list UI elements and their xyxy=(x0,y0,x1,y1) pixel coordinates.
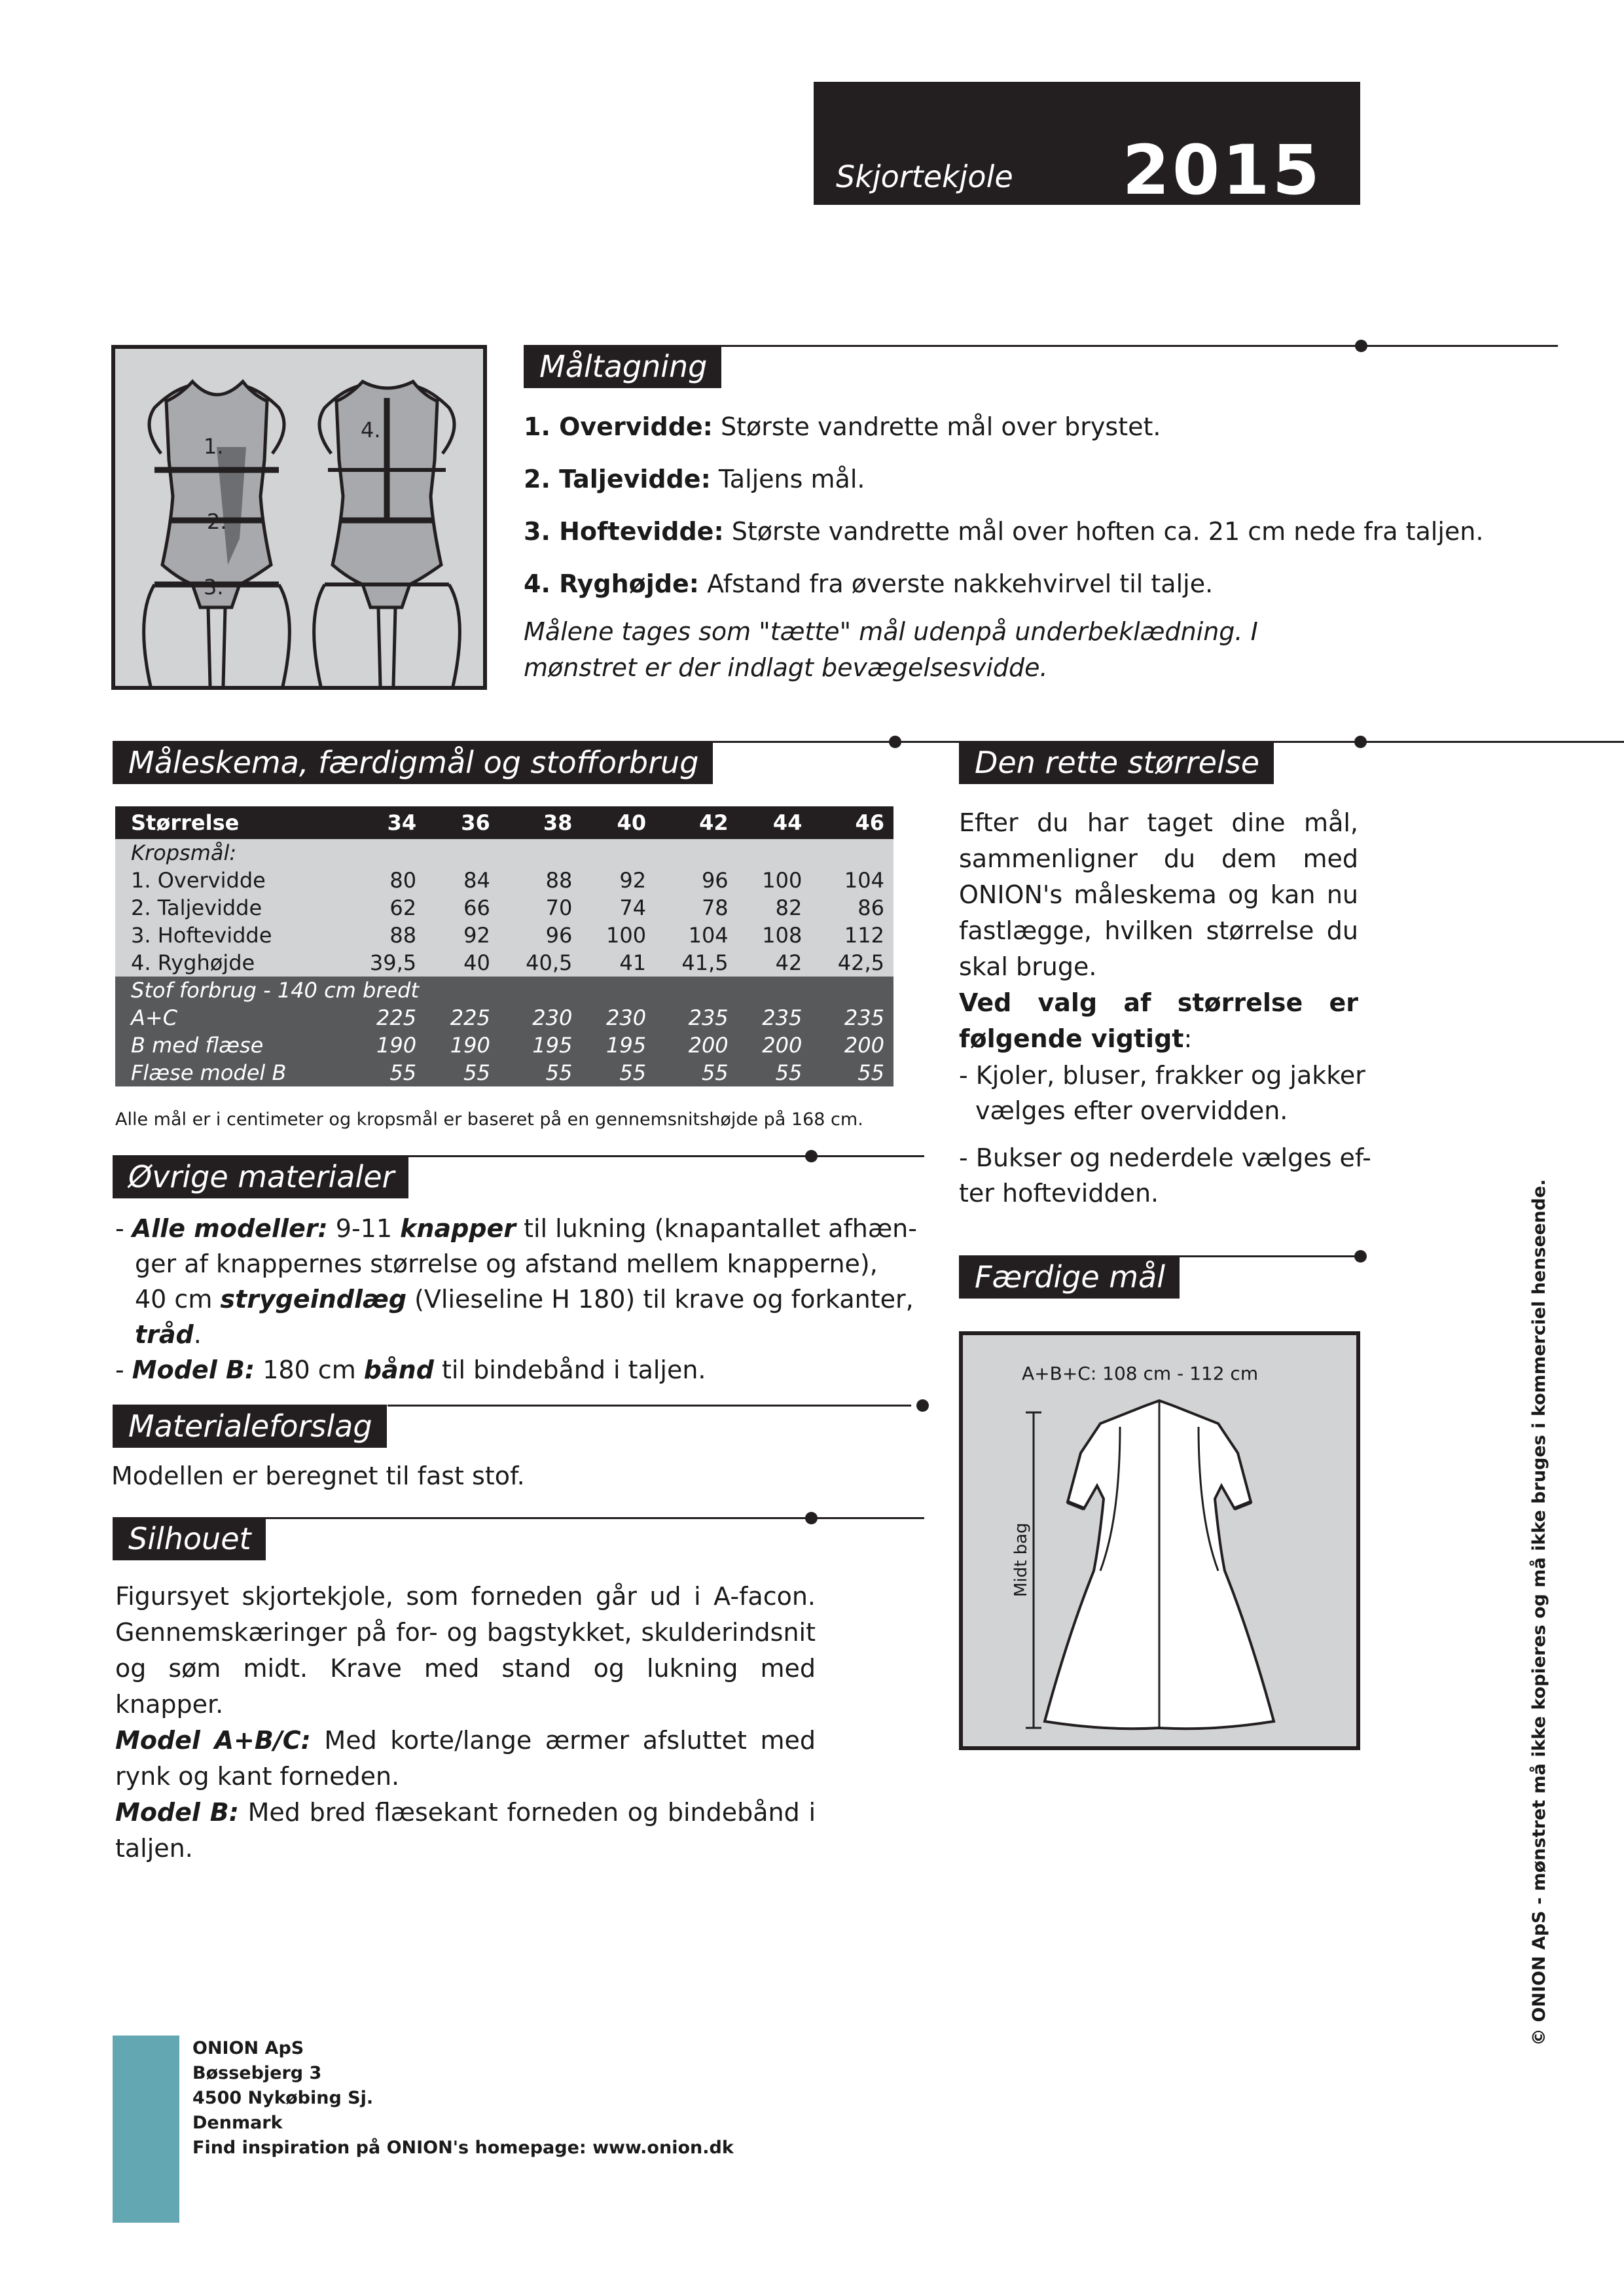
section-rule-dot xyxy=(805,1150,818,1162)
table-cell: 62 xyxy=(344,894,426,922)
rette-bold: Ved valg af størrelse er følgende vigtigt: xyxy=(959,988,1358,1053)
table-cell: 225 xyxy=(425,1004,499,1031)
body-measurement-figure xyxy=(111,345,487,690)
rette-bullet-2a: - Bukser og nederdele vælges ef- xyxy=(959,1143,1371,1172)
measure-label-2: 2. xyxy=(207,509,227,534)
table-cell: 40 xyxy=(425,949,499,977)
table-cell: 55 xyxy=(811,1059,893,1086)
table-row xyxy=(115,1059,893,1086)
table-subheader-row xyxy=(115,839,893,867)
table-cell: 235 xyxy=(738,1004,812,1031)
table-cell: 230 xyxy=(581,1004,655,1031)
measure-note: Målene tages som "tætte" mål udenpå underbeklædning. I mønstret er der indlagt bevægelsesvidde. xyxy=(524,617,1258,682)
materials-line-2: ger af knappernes størrelse og afstand mellem knapperne), xyxy=(135,1249,878,1278)
section-rule xyxy=(720,345,1558,347)
dress-illustration-box xyxy=(959,1331,1360,1750)
materials-line-4: tråd. xyxy=(135,1320,202,1349)
table-cell: Flæse model B xyxy=(115,1059,344,1086)
table-cell: 225 xyxy=(344,1004,426,1031)
rette-bullet-2b: ter hoftevidden. xyxy=(959,1179,1159,1208)
table-footnote: Alle mål er i centimeter og kropsmål er baseret på en gennemsnitshøjde på 168 cm. xyxy=(115,1109,863,1130)
pattern-number: 2015 xyxy=(1122,130,1322,210)
table-cell: 3. Hoftevidde xyxy=(115,922,344,949)
table-cell: 55 xyxy=(581,1059,655,1086)
table-cell: 88 xyxy=(499,867,582,894)
materials-line-3: 40 cm strygeindlæg (Vlieseline H 180) til krave og forkanter, xyxy=(135,1285,914,1314)
table-cell: 100 xyxy=(581,922,655,949)
section-rule-dot xyxy=(1354,736,1367,748)
table-header-row xyxy=(115,806,893,839)
table-cell: 88 xyxy=(344,922,426,949)
pattern-title-box xyxy=(814,82,1360,210)
section-rule xyxy=(1168,1255,1358,1257)
size-chart-table xyxy=(115,806,893,1086)
table-header-cell: 34 xyxy=(344,806,426,839)
section-title: Måleskema, færdigmål og stofforbrug xyxy=(113,741,713,784)
table-cell: 40,5 xyxy=(499,949,582,977)
rette-intro: Efter du har taget dine mål, sammenligner du dem med ONION's måleskema og kan nu fastlægge, hvilken størrelse du skal bruge. xyxy=(959,808,1358,981)
table-row xyxy=(115,1004,893,1031)
section-title: Færdige mål xyxy=(959,1255,1180,1299)
table-cell: 200 xyxy=(738,1031,812,1059)
table-header-cell: 40 xyxy=(581,806,655,839)
footer-country: Denmark xyxy=(192,2113,283,2133)
table-row xyxy=(115,867,893,894)
table-row xyxy=(115,922,893,949)
table-cell: 92 xyxy=(425,922,499,949)
table-cell: 80 xyxy=(344,867,426,894)
table-cell: 4. Ryghøjde xyxy=(115,949,344,977)
section-title: Silhouet xyxy=(113,1517,266,1560)
section-rule xyxy=(263,1517,924,1519)
measure-item-1: 1. Overvidde: Største vandrette mål over brystet. xyxy=(524,412,1161,441)
table-row xyxy=(115,894,893,922)
table-cell: 78 xyxy=(655,894,738,922)
table-cell: 235 xyxy=(655,1004,738,1031)
table-cell: 41,5 xyxy=(655,949,738,977)
table-header-cell: 38 xyxy=(499,806,582,839)
measure-item-4: 4. Ryghøjde: Afstand fra øverste nakkehvirvel til talje. xyxy=(524,569,1214,598)
footer-company: ONION ApS xyxy=(192,2038,304,2058)
silhouet-description: Figursyet skjortekjole, som forneden går ud i A-facon. Gennemskæringer på for- og bagstykket, skulderindsnit og søm midt. Krave med stand og lukning med knapper. Model A+B/C: Med korte/lange ærmer afsluttet med rynk og kant forneden. Model B: Med bred flæsekant forneden og bindebånd i taljen. xyxy=(115,1582,816,1863)
table-cell: 39,5 xyxy=(344,949,426,977)
table-cell: 55 xyxy=(425,1059,499,1086)
body-outline-illustration xyxy=(115,349,483,686)
footer-address xyxy=(192,2036,734,2161)
section-title: Materialeforslag xyxy=(113,1405,387,1448)
table-cell: 84 xyxy=(425,867,499,894)
table-cell: 82 xyxy=(738,894,812,922)
footer-homepage: Find inspiration på ONION's homepage: www.onion.dk xyxy=(192,2138,734,2158)
table-cell: 70 xyxy=(499,894,582,922)
table-cell: 100 xyxy=(738,867,812,894)
table-cell: Kropsmål: xyxy=(115,839,893,867)
copyright-notice: © ONION ApS - mønstret må ikke kopieres og må ikke bruges i kommerciel henseende. xyxy=(1529,1179,1549,2046)
table-cell: 200 xyxy=(655,1031,738,1059)
table-cell: 195 xyxy=(581,1031,655,1059)
materials-line-1: - Alle modeller: 9-11 knapper til lukning (knapantallet afhæn- xyxy=(115,1214,917,1243)
measure-item-3: 3. Hoftevidde: Største vandrette mål over hoften ca. 21 cm nede fra taljen. xyxy=(524,517,1484,546)
table-cell: 96 xyxy=(655,867,738,894)
table-header-cell: 44 xyxy=(738,806,812,839)
table-header-cell: 46 xyxy=(811,806,893,839)
table-cell: 41 xyxy=(581,949,655,977)
rette-bullet-1a: - Kjoler, bluser, frakker og jakker xyxy=(959,1061,1365,1090)
table-cell: 190 xyxy=(344,1031,426,1059)
table-subheader-row xyxy=(115,977,893,1004)
table-cell: 55 xyxy=(655,1059,738,1086)
table-cell: 92 xyxy=(581,867,655,894)
materials-line-5: - Model B: 180 cm bånd til bindebånd i taljen. xyxy=(115,1355,706,1384)
dress-outline-illustration xyxy=(963,1335,1356,1746)
table-header-cell: 42 xyxy=(655,806,738,839)
table-cell: 55 xyxy=(738,1059,812,1086)
table-cell: 230 xyxy=(499,1004,582,1031)
table-cell: 190 xyxy=(425,1031,499,1059)
section-rule xyxy=(1267,741,1624,743)
section-rule-dot xyxy=(916,1399,929,1412)
measure-item-2: 2. Taljevidde: Taljens mål. xyxy=(524,465,865,493)
measure-label-4: 4. xyxy=(361,418,381,442)
section-rule-dot xyxy=(889,736,901,748)
finished-measure-label: A+B+C: 108 cm - 112 cm xyxy=(1022,1363,1259,1384)
table-cell: 1. Overvidde xyxy=(115,867,344,894)
section-rule xyxy=(388,1405,911,1407)
footer-street: Bøssebjerg 3 xyxy=(192,2063,322,2083)
section-rule xyxy=(401,1155,924,1157)
table-row xyxy=(115,1031,893,1059)
table-cell: 200 xyxy=(811,1031,893,1059)
section-title: Øvrige materialer xyxy=(113,1155,408,1198)
table-cell: 55 xyxy=(344,1059,426,1086)
table-cell: 66 xyxy=(425,894,499,922)
table-cell: A+C xyxy=(115,1004,344,1031)
table-header-cell: Størrelse xyxy=(115,806,344,839)
table-header-cell: 36 xyxy=(425,806,499,839)
section-title: Den rette størrelse xyxy=(959,741,1274,784)
table-cell: B med flæse xyxy=(115,1031,344,1059)
table-cell: 42,5 xyxy=(811,949,893,977)
table-cell: 195 xyxy=(499,1031,582,1059)
footer-accent-bar xyxy=(113,2036,179,2223)
table-cell: 42 xyxy=(738,949,812,977)
section-rule-dot xyxy=(1355,340,1367,352)
section-rule xyxy=(676,741,1003,743)
measure-label-1: 1. xyxy=(204,434,224,459)
table-row xyxy=(115,949,893,977)
table-cell: Stof forbrug - 140 cm bredt xyxy=(115,977,893,1004)
section-rule-dot xyxy=(1354,1250,1367,1263)
table-cell: 235 xyxy=(811,1004,893,1031)
midt-bag-label: Midt bag xyxy=(1011,1522,1031,1597)
table-cell: 86 xyxy=(811,894,893,922)
table-cell: 112 xyxy=(811,922,893,949)
table-cell: 74 xyxy=(581,894,655,922)
section-rule-dot xyxy=(805,1512,818,1524)
table-cell: 104 xyxy=(655,922,738,949)
footer-city: 4500 Nykøbing Sj. xyxy=(192,2088,374,2108)
rette-bullet-1b: vælges efter overvidden. xyxy=(975,1096,1288,1125)
materialeforslag-text: Modellen er beregnet til fast stof. xyxy=(111,1462,525,1490)
table-cell: 2. Taljevidde xyxy=(115,894,344,922)
table-cell: 55 xyxy=(499,1059,582,1086)
pattern-name: Skjortekjole xyxy=(836,159,1013,194)
measure-label-3: 3. xyxy=(204,575,224,600)
table-cell: 108 xyxy=(738,922,812,949)
table-cell: 104 xyxy=(811,867,893,894)
table-cell: 96 xyxy=(499,922,582,949)
section-title: Måltagning xyxy=(524,345,721,388)
